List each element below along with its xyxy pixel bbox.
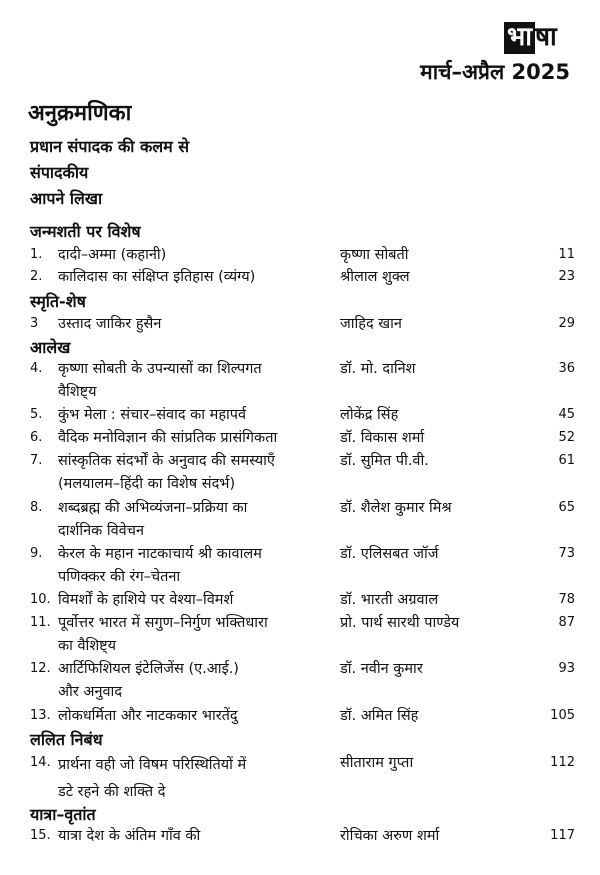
entry-author: जाहिद खान xyxy=(340,316,402,332)
toc-entry xyxy=(30,612,575,662)
entry-page: 23 xyxy=(558,269,575,284)
entry-page: 117 xyxy=(550,828,575,843)
front-matter-item: संपादकीय xyxy=(30,163,89,182)
entry-number: 2. xyxy=(30,269,43,284)
entry-author: डॉ. मो. दानिश xyxy=(340,361,416,377)
front-matter-item: आपने लिखा xyxy=(30,189,103,208)
entry-title: उस्ताद जाकिर हुसैन xyxy=(58,316,162,332)
entry-author: डॉ. अमित सिंह xyxy=(340,708,419,724)
section-heading: जन्मशती पर विशेष xyxy=(30,222,141,241)
entry-title: शब्दब्रह्म की अभिव्यंजना–प्रक्रिया का दार्शनिक विवेचन xyxy=(58,500,248,539)
entry-page: 29 xyxy=(558,316,575,331)
issue-date: मार्च–अप्रैल 2025 xyxy=(420,60,570,84)
entry-title: यात्रा देश के अंतिम गाँव की xyxy=(58,828,201,844)
entry-author: डॉ. एलिसबत जॉर्ज xyxy=(340,546,439,562)
entry-number: 15. xyxy=(30,828,51,843)
toc-entry xyxy=(30,266,575,316)
entry-title: केरल के महान नाटकाचार्य श्री कावालम पणिक्कर की रंग–चेतना xyxy=(58,546,262,585)
entry-number: 14. xyxy=(30,755,51,770)
entry-title: सांस्कृतिक संदर्भों के अनुवाद की समस्याएँ (मलयालम–हिंदी का विशेष संदर्भ) xyxy=(58,453,275,492)
entry-title: दादी–अम्मा (कहानी) xyxy=(58,247,167,263)
entry-title: विमर्शों के हाशिये पर वेश्या–विमर्श xyxy=(58,592,234,608)
entry-page: 45 xyxy=(558,407,575,422)
section-heading: आलेख xyxy=(30,338,71,357)
front-matter-item: प्रधान संपादक की कलम से xyxy=(30,137,190,156)
toc-entry xyxy=(30,543,575,593)
entry-title: कृष्णा सोबती के उपन्यासों का शिल्पगत वैशिष्ट्य xyxy=(58,361,262,400)
entry-number: 12. xyxy=(30,661,51,676)
toc-entry xyxy=(30,752,575,802)
entry-title: कुंभ मेला : संचार–संवाद का महापर्व xyxy=(58,407,247,423)
entry-author: सीताराम गुप्ता xyxy=(340,755,414,771)
entry-author: डॉ. भारती अग्रवाल xyxy=(340,592,439,608)
entry-author: डॉ. नवीन कुमार xyxy=(340,661,423,677)
entry-title: आर्टिफिशियल इंटेलिजेंस (ए.आई.) और अनुवाद xyxy=(58,661,239,700)
section-heading: स्मृति-शेष xyxy=(30,292,86,311)
toc-entry xyxy=(30,450,575,500)
entry-page: 65 xyxy=(558,500,575,515)
entry-title: पूर्वोत्तर भारत में सगुण–निर्गुण भक्तिधारा का वैशिष्ट्य xyxy=(58,615,268,654)
entry-author: श्रीलाल शुक्ल xyxy=(340,269,410,285)
entry-page: 93 xyxy=(558,661,575,676)
entry-number: 11. xyxy=(30,615,51,630)
entry-page: 87 xyxy=(558,615,575,630)
entry-number: 3 xyxy=(30,316,39,331)
entry-page: 112 xyxy=(550,755,575,770)
section-heading: ललित निबंध xyxy=(30,730,103,749)
page-title: अनुक्रमणिका xyxy=(28,101,132,126)
entry-page: 73 xyxy=(558,546,575,561)
entry-number: 13. xyxy=(30,708,51,723)
entry-page: 61 xyxy=(558,453,575,468)
entry-number: 5. xyxy=(30,407,43,422)
entry-author: डॉ. सुमित पी.वी. xyxy=(340,453,429,469)
entry-page: 36 xyxy=(558,361,575,376)
entry-title: प्रार्थना वही जो विषम परिस्थितियों में डटे रहने की शक्ति दे xyxy=(58,757,247,800)
entry-title: वैदिक मनोविज्ञान की सांप्रतिक प्रासंगिकता xyxy=(58,430,278,446)
entry-number: 9. xyxy=(30,546,43,561)
toc-entry xyxy=(30,825,575,875)
entry-author: डॉ. शैलेश कुमार मिश्र xyxy=(340,500,452,516)
section-heading: यात्रा–वृतांत xyxy=(30,805,96,824)
entry-page: 52 xyxy=(558,430,575,445)
entry-number: 10. xyxy=(30,592,51,607)
toc-entry xyxy=(30,313,575,363)
entry-author: रोचिका अरुण शर्मा xyxy=(340,828,440,844)
entry-number: 8. xyxy=(30,500,43,515)
entry-author: डॉ. विकास शर्मा xyxy=(340,430,425,446)
entry-number: 6. xyxy=(30,430,43,445)
entry-author: प्रो. पार्थ सारथी पाण्डेय xyxy=(340,615,460,631)
toc-entry xyxy=(30,705,575,755)
entry-number: 1. xyxy=(30,247,43,262)
entry-title: कालिदास का संक्षिप्त इतिहास (व्यंग्य) xyxy=(58,269,256,285)
entry-number: 7. xyxy=(30,453,43,468)
entry-title: लोकधर्मिता और नाटककार भारतेंदु xyxy=(58,708,238,724)
toc-entry xyxy=(30,497,575,547)
journal-logo-text: षा xyxy=(535,22,557,52)
entry-author: लोकेंद्र सिंह xyxy=(340,407,399,423)
entry-number: 4. xyxy=(30,361,43,376)
entry-page: 78 xyxy=(558,592,575,607)
toc-entry xyxy=(30,358,575,408)
entry-author: कृष्णा सोबती xyxy=(340,247,409,263)
entry-page: 11 xyxy=(558,247,575,262)
entry-page: 105 xyxy=(550,708,575,723)
journal-logo-mark: भा xyxy=(504,22,535,54)
toc-entry xyxy=(30,658,575,708)
